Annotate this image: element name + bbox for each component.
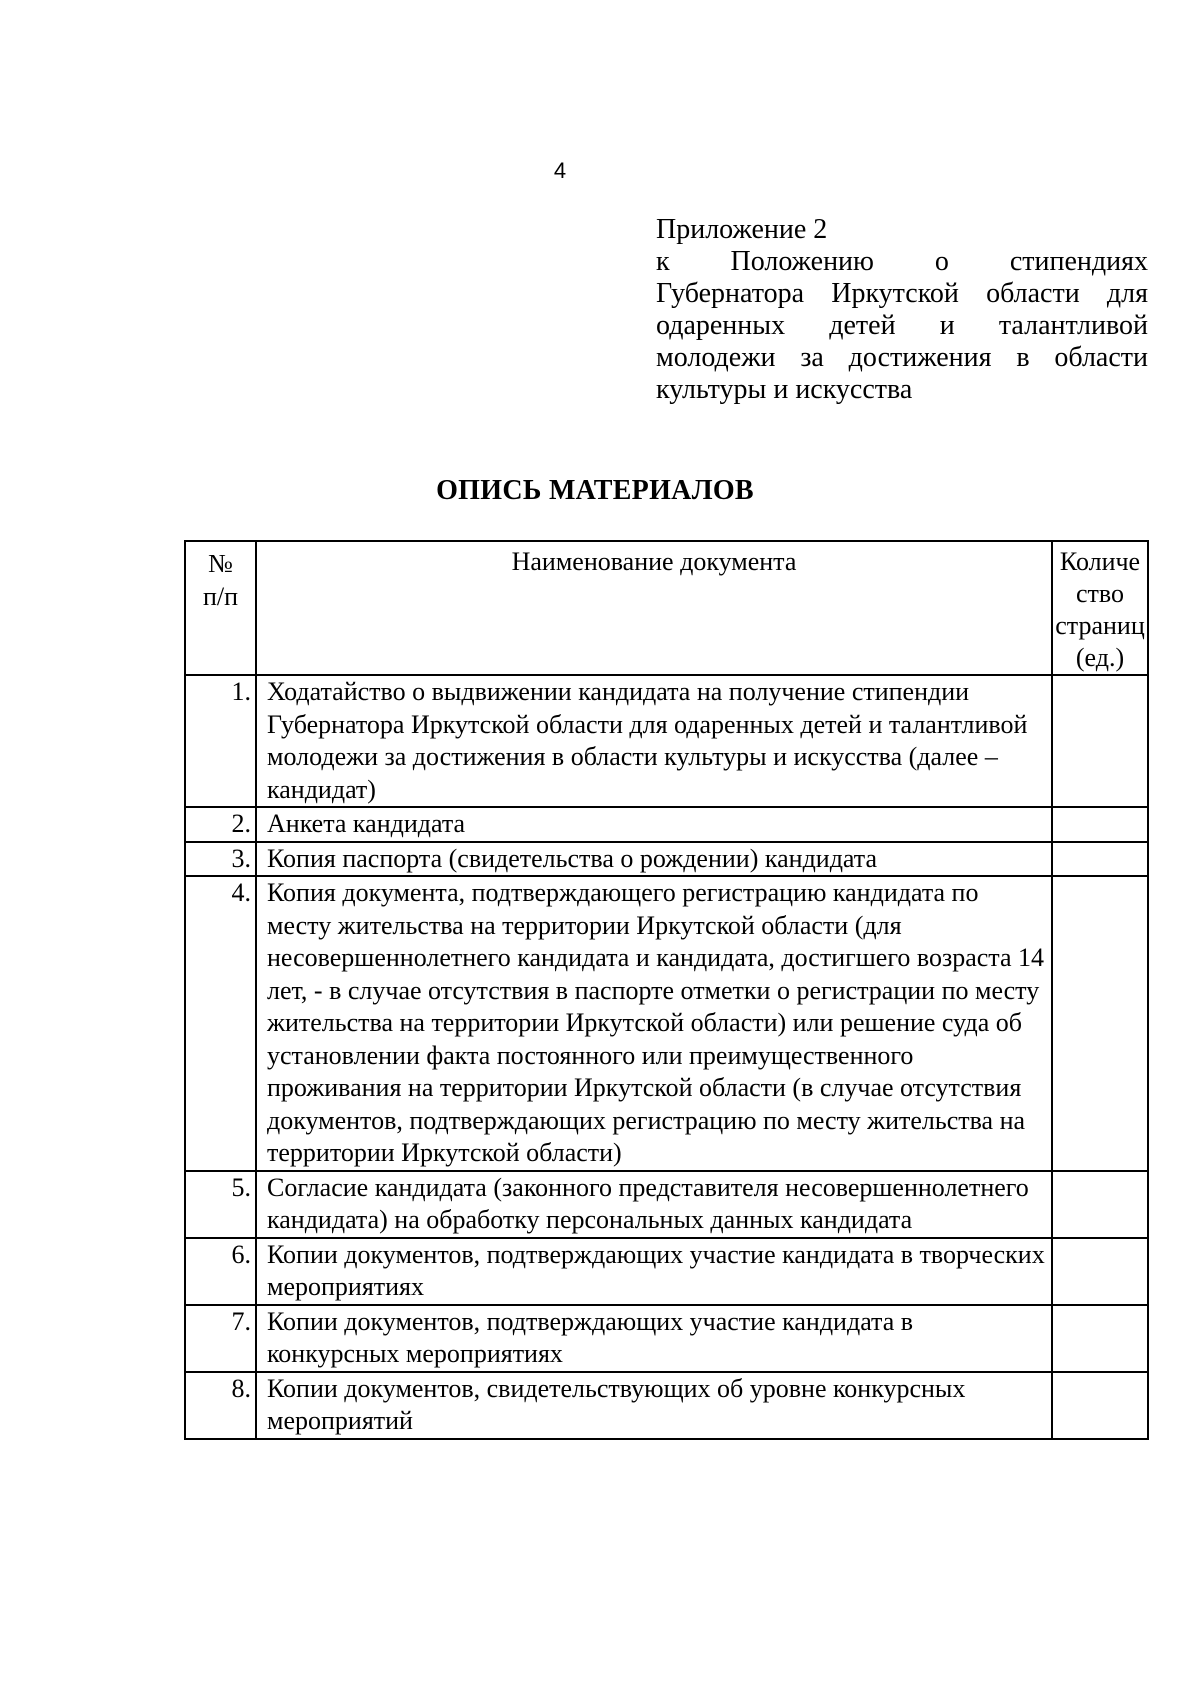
table-header-row — [185, 541, 1148, 675]
row-page-count — [1052, 807, 1148, 842]
row-document-name: Копии документов, подтверждающих участие кандидата в конкурсных мероприятиях — [256, 1305, 1052, 1372]
row-document-name: Копии документов, подтверждающих участие кандидата в творческих мероприятиях — [256, 1238, 1052, 1305]
table-row — [185, 842, 1148, 877]
row-number: 1. — [185, 675, 256, 807]
row-page-count — [1052, 876, 1148, 1171]
table-row — [185, 1171, 1148, 1238]
table-row — [185, 1305, 1148, 1372]
row-number: 4. — [185, 876, 256, 1171]
header-count-line-4: (ед.) — [1075, 643, 1125, 672]
table-row — [185, 807, 1148, 842]
header-document-name: Наименование документа — [256, 541, 1052, 675]
table-row — [185, 675, 1148, 807]
header-number-line-2: п/п — [202, 581, 239, 611]
row-document-name: Копия паспорта (свидетельства о рождении) кандидата — [256, 842, 1052, 877]
row-document-name: Копии документов, свидетельствующих об уровне конкурсных мероприятий — [256, 1372, 1052, 1439]
header-count-line-2: ство — [1075, 579, 1124, 608]
row-page-count — [1052, 675, 1148, 807]
materials-table — [184, 540, 1149, 1440]
header-number-line-1: № — [208, 549, 233, 578]
row-page-count — [1052, 1372, 1148, 1439]
appendix-block — [656, 214, 1148, 406]
appendix-line-5: молодежи за достижения в области — [656, 342, 1148, 373]
header-page-count — [1052, 541, 1148, 675]
row-document-name: Ходатайство о выдвижении кандидата на получение стипендии Губернатора Иркутской области для одаренных детей и талантливой молодежи за достижения в области культуры и искусства (далее – кандидат) — [256, 675, 1052, 807]
page-number: 4 — [553, 158, 567, 183]
table-row — [185, 876, 1148, 1171]
appendix-line-6: культуры и искусства — [656, 374, 913, 405]
appendix-line-2: к Положению о стипендиях — [656, 246, 1148, 277]
row-page-count — [1052, 1238, 1148, 1305]
row-document-name: Анкета кандидата — [256, 807, 1052, 842]
header-count-line-1: Количе — [1059, 547, 1141, 576]
appendix-line-1: Приложение 2 — [656, 214, 828, 245]
row-number: 3. — [185, 842, 256, 877]
table-row — [185, 1372, 1148, 1439]
row-page-count — [1052, 1171, 1148, 1238]
row-document-name: Копия документа, подтверждающего регистрацию кандидата по месту жительства на территории Иркутской области (для несовершеннолетнего кандидата и кандидата, достигшего возраста 14 лет, - в случае отсутствия в паспорте отметки о регистрации по месту жительства на территории Иркутской области) или решение суда об установлении факта постоянного или преимущественного проживания на территории Иркутской области (в случае отсутствия документов, подтверждающих регистрацию по месту жительства на территории Иркутской области) — [256, 876, 1052, 1171]
header-number — [185, 541, 256, 675]
row-page-count — [1052, 842, 1148, 877]
row-number: 7. — [185, 1305, 256, 1372]
row-page-count — [1052, 1305, 1148, 1372]
document-title: ОПИСЬ МАТЕРИАЛОВ — [436, 475, 754, 506]
appendix-line-4: одаренных детей и талантливой — [656, 310, 1148, 341]
row-number: 8. — [185, 1372, 256, 1439]
row-number: 2. — [185, 807, 256, 842]
table-row — [185, 1238, 1148, 1305]
row-number: 6. — [185, 1238, 256, 1305]
appendix-line-3: Губернатора Иркутской области для — [656, 278, 1148, 309]
row-document-name: Согласие кандидата (законного представителя несовершеннолетнего кандидата) на обработку персональных данных кандидата — [256, 1171, 1052, 1238]
row-number: 5. — [185, 1171, 256, 1238]
header-count-line-3: страниц — [1055, 611, 1145, 640]
